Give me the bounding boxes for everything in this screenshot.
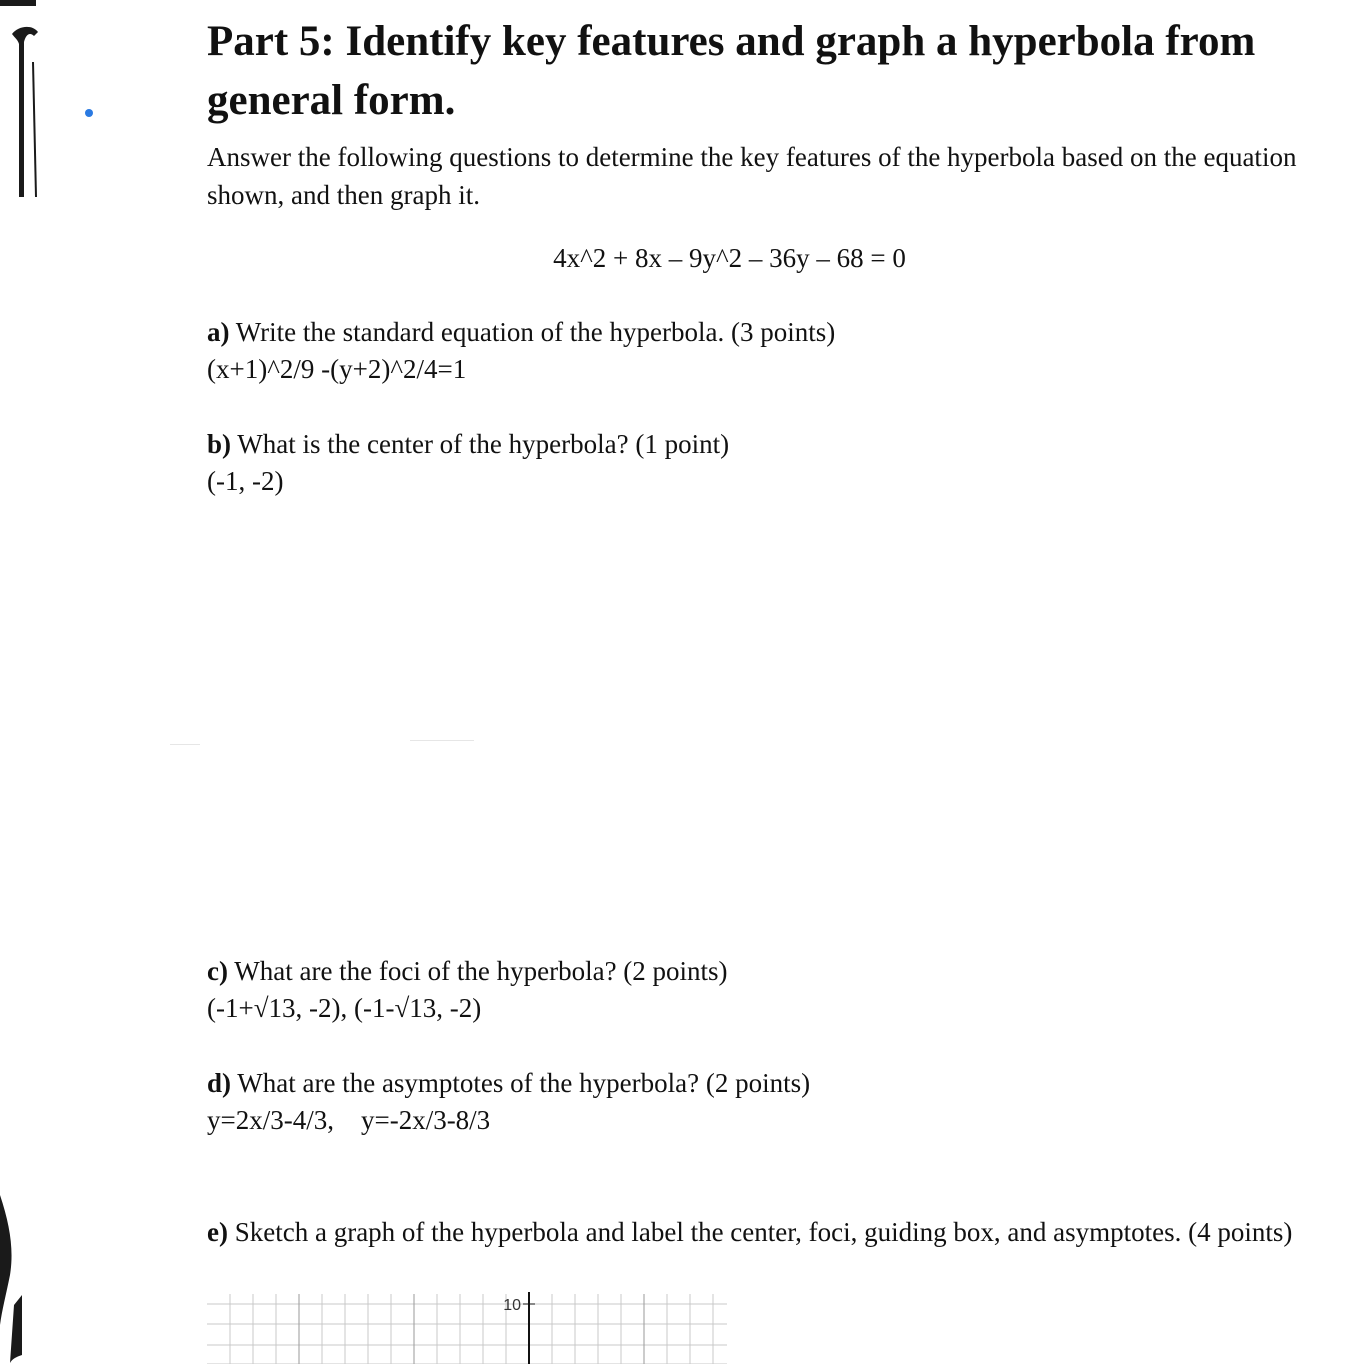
question-e <box>207 1214 1297 1251</box>
page-curl-mark-bottom <box>0 1195 24 1364</box>
question-letter: b) <box>207 429 232 459</box>
question-prompt: What is the center of the hyperbola? (1 point) <box>231 429 730 459</box>
page-edge-mark-top <box>0 0 36 6</box>
question-prompt: What are the asymptotes of the hyperbola? (2 points) <box>231 1068 811 1098</box>
worksheet-content <box>207 12 1317 1247</box>
question-prompt: Write the standard equation of the hyperbola. (3 points) <box>229 317 836 347</box>
grid-lines <box>207 1294 727 1364</box>
answer-text: (x+1)^2/9 -(y+2)^2/4=1 <box>207 354 467 384</box>
question-letter: a) <box>207 317 230 347</box>
instructions: Answer the following questions to determine the key features of the hyperbola based on the equation shown, and then graph it. <box>207 142 1297 210</box>
question-letter: d) <box>207 1068 232 1098</box>
faint-mark <box>170 744 200 745</box>
page-title: Part 5: Identify key features and graph a hyperbola from general form. <box>207 18 1256 124</box>
answer-text: (-1+√13, -2), (-1-√13, -2) <box>207 993 482 1023</box>
question-a <box>207 314 1317 388</box>
page-curl-mark <box>10 22 40 197</box>
question-prompt: Sketch a graph of the hyperbola and label the center, foci, guiding box, and asymptotes. (4 points) <box>227 1217 1293 1247</box>
question-d <box>207 1065 1317 1139</box>
question-c <box>207 953 1317 1027</box>
question-letter: e) <box>207 1217 228 1247</box>
question-letter: c) <box>207 956 228 986</box>
faint-mark <box>410 740 474 741</box>
general-form-equation: 4x^2 + 8x – 9y^2 – 36y – 68 = 0 <box>553 243 906 273</box>
question-prompt: What are the foci of the hyperbola? (2 points) <box>227 956 728 986</box>
y-tick-label: 10 <box>503 1297 521 1314</box>
answer-text: y=2x/3-4/3, y=-2x/3-8/3 <box>207 1105 491 1135</box>
answer-text: (-1, -2) <box>207 466 284 496</box>
bullet-dot <box>85 109 93 117</box>
question-b <box>207 426 1317 500</box>
graph-grid[interactable] <box>207 1290 727 1364</box>
